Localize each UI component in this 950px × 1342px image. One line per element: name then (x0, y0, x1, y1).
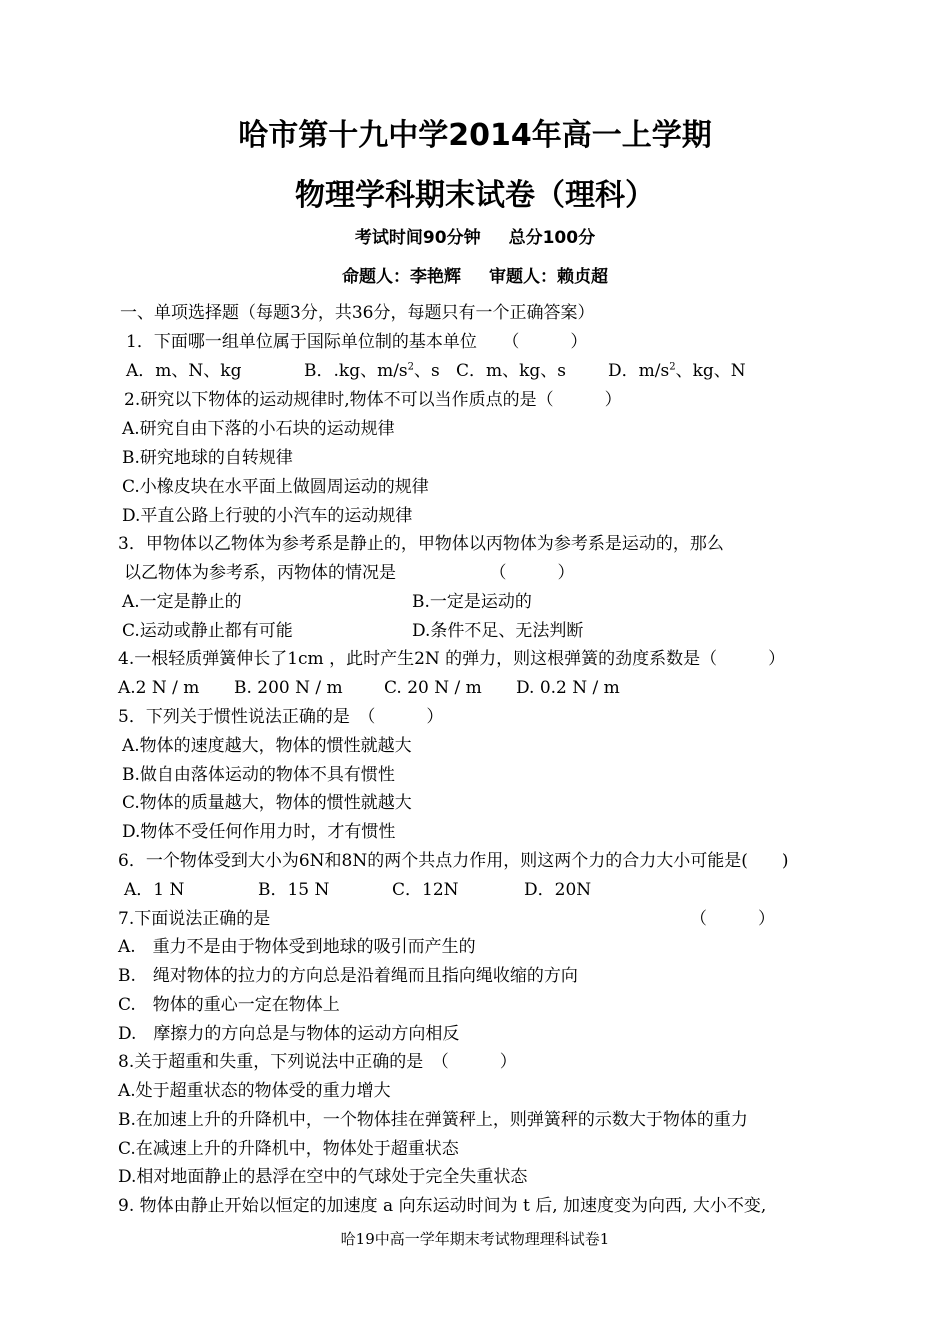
option-a: A．1 N (124, 880, 185, 900)
option-b: B．15 N (258, 880, 330, 900)
option-b: B.一定是运动的 (412, 592, 532, 612)
option-a: A.一定是静止的 (122, 592, 242, 612)
question-2-stem: 2.研究以下物体的运动规律时,物体不可以当作质点的是（ ） (124, 390, 622, 410)
page-title-line2: 物理学科期末试卷（理科） (295, 178, 655, 213)
option-c: C．m、kg、s (456, 361, 567, 381)
question-5-stem: 5．下列关于惯性说法正确的是 （ ） (118, 707, 444, 727)
exam-authors (0, 265, 950, 289)
option-b: B. 绳对物体的拉力的方向总是沿着绳而且指向绳收缩的方向 (118, 966, 578, 986)
question-9-stem: 9. 物体由静止开始以恒定的加速度 a 向东运动时间为 t 后, 加速度变为向西, 大小不变, (118, 1196, 767, 1216)
option-a: A.研究自由下落的小石块的运动规律 (122, 419, 395, 439)
option-b: B.研究地球的自转规律 (122, 448, 293, 468)
option-c: C. 20 N / m (384, 678, 482, 698)
exam-info (0, 226, 950, 250)
question-7-answer-paren: （ ） (690, 909, 775, 929)
option-d: D.条件不足、无法判断 (412, 621, 584, 641)
option-c: C．12N (392, 880, 459, 900)
question-6-stem: 6．一个物体受到大小为6N和8N的两个共点力作用，则这两个力的合力大小可能是( ) (118, 851, 789, 871)
option-a: A.2 N / m (118, 678, 200, 698)
total-score: 总分100分 (508, 228, 596, 248)
option-d: D.相对地面静止的悬浮在空中的气球处于完全失重状态 (118, 1167, 528, 1187)
section-heading: 一、单项选择题（每题3分，共36分，每题只有一个正确答案） (120, 303, 595, 323)
option-d: D.物体不受任何作用力时，才有惯性 (122, 822, 396, 842)
question-8-stem: 8.关于超重和失重，下列说法中正确的是 （ ） (118, 1052, 517, 1072)
question-1-stem: 1．下面哪一组单位属于国际单位制的基本单位 （ ） (126, 332, 588, 352)
option-c: C.在减速上升的升降机中，物体处于超重状态 (118, 1139, 459, 1159)
option-d: D.平直公路上行驶的小汽车的运动规律 (122, 506, 413, 526)
option-b: B.在加速上升的升降机中，一个物体挂在弹簧秤上，则弹簧秤的示数大于物体的重力 (118, 1110, 748, 1130)
option-a: A. 重力不是由于物体受到地球的吸引而产生的 (118, 937, 476, 957)
option-d: D. 0.2 N / m (516, 678, 620, 698)
option-c: C.运动或静止都有可能 (122, 621, 293, 641)
option-c: C.物体的质量越大，物体的惯性就越大 (122, 793, 412, 813)
option-d: D．20N (524, 880, 592, 900)
page-title-line1: 哈市第十九中学2014年高一上学期 (238, 118, 712, 153)
question-3-stem: 3．甲物体以乙物体为参考系是静止的，甲物体以丙物体为参考系是运动的，那么 (118, 534, 724, 554)
option-c: C. 物体的重心一定在物体上 (118, 995, 340, 1015)
exam-time: 考试时间90分钟 (354, 228, 481, 248)
page-footer: 哈19中高一学年期末考试物理理科试卷1 (340, 1230, 610, 1248)
option-c: C.小橡皮块在水平面上做圆周运动的规律 (122, 477, 429, 497)
question-4-stem: 4.一根轻质弹簧伸长了1cm ，此时产生2N 的弹力，则这根弹簧的劲度系数是（ ） (118, 649, 786, 669)
question-7-stem: 7.下面说法正确的是 (118, 909, 271, 929)
option-b: B．.kg、$m/s^2$、s (304, 361, 440, 381)
reviewer: 审题人：赖贞超 (489, 267, 608, 287)
author: 命题人：李艳辉 (342, 267, 461, 287)
option-b: B.做自由落体运动的物体不具有惯性 (122, 765, 395, 785)
option-a: A.处于超重状态的物体受的重力增大 (118, 1081, 391, 1101)
option-d: D. 摩擦力的方向总是与物体的运动方向相反 (118, 1024, 460, 1044)
option-a: A.物体的速度越大，物体的惯性就越大 (122, 736, 412, 756)
question-3-stem-cont: 以乙物体为参考系，丙物体的情况是 （ ） (124, 563, 575, 583)
option-b: B. 200 N / m (234, 678, 343, 698)
option-d: D．$m/s^2$、kg、N (608, 361, 746, 381)
option-a: A．m、N、kg (126, 361, 242, 381)
